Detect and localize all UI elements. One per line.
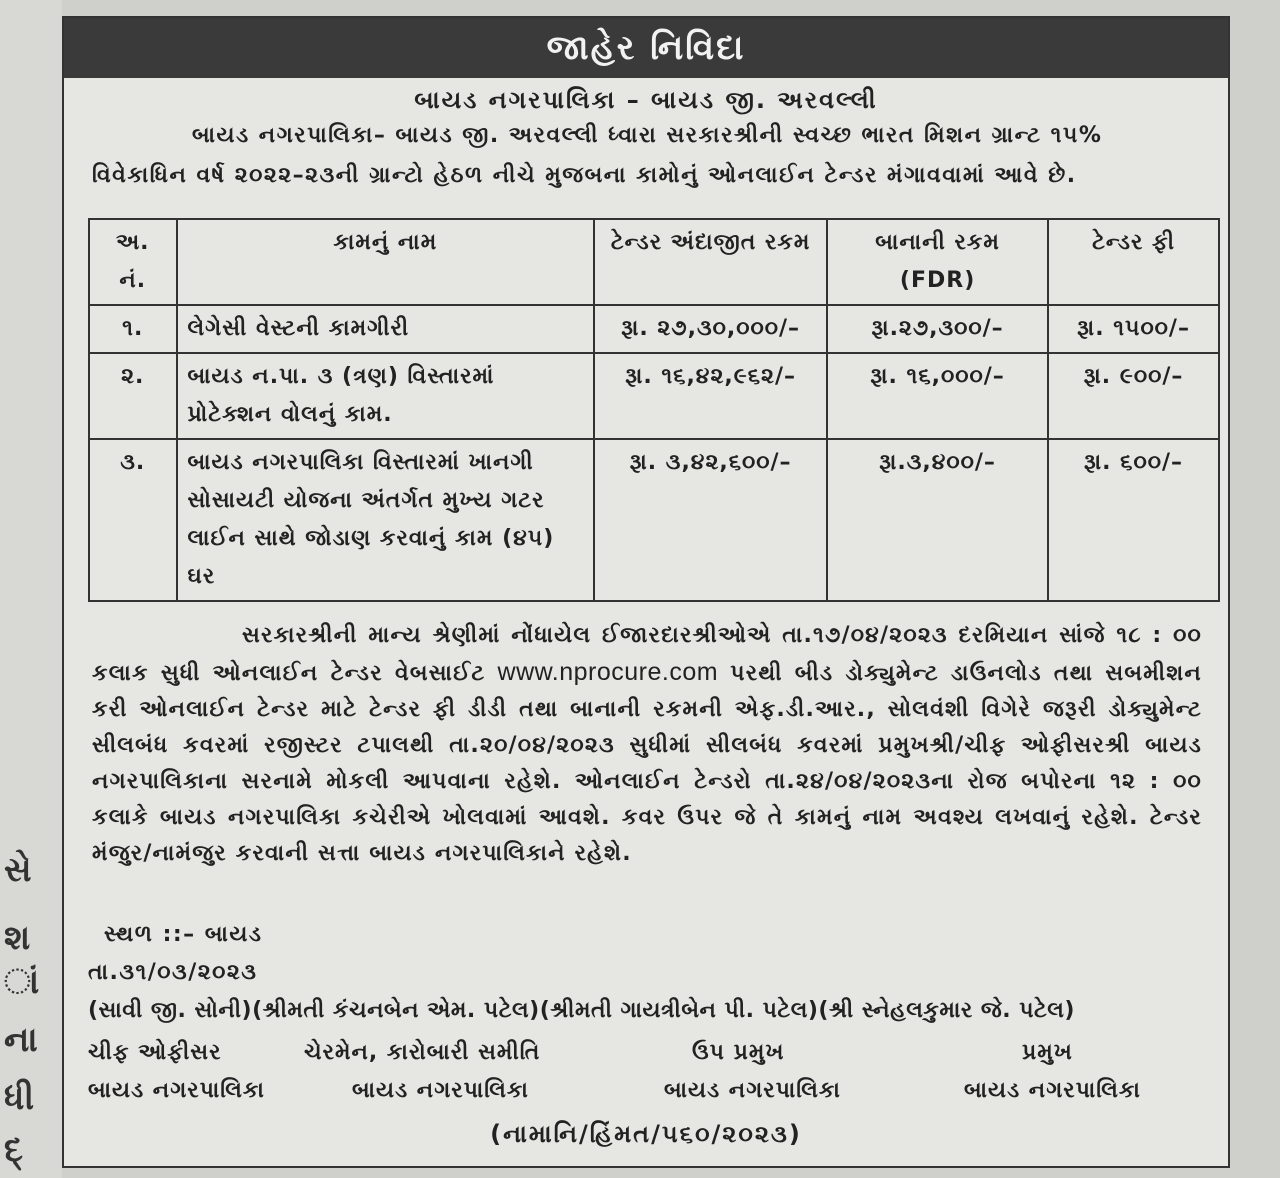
emd-cell: રૂા.૩,૪૦૦/– — [827, 439, 1048, 601]
fee-cell: રૂા. ૧૫૦૦/– — [1048, 305, 1219, 353]
office: બાયડ નગરપાલિકા — [964, 1078, 1141, 1103]
emd-cell: રૂા.૨૭,૩૦૦/– — [827, 305, 1048, 353]
fee-cell: રૂા. ૯૦૦/– — [1048, 353, 1219, 439]
emd-cell: રૂા. ૧૬,૦૦૦/– — [827, 353, 1048, 439]
table-row — [89, 439, 1219, 601]
col-serial-header: અ. નં. — [89, 219, 177, 305]
fragment-text: ાં — [4, 962, 40, 1002]
col-work-name-header: કામનું નામ — [177, 219, 595, 305]
office: બાયડ નગરપાલિકા — [88, 1078, 265, 1103]
estimate-cell: રૂા. ૧૬,૪૨,૯૬૨/– — [594, 353, 827, 439]
estimate-cell: રૂા. ૨૭,૩૦,૦૦૦/– — [594, 305, 827, 353]
designation: ચેરમેન, કારોબારી સમીતિ — [304, 1040, 541, 1065]
instructions-paragraph — [92, 618, 1202, 872]
serial-cell: ૨. — [89, 353, 177, 439]
instructions-text-part1: સરકારશ્રીની માન્ય શ્રેણીમાં નોંધાયેલ ઈજારદારશ્રીઓએ તા.૧૭/૦૪/૨૦૨૩ દરમિયાન સાંજે ૧૮ : ૦૦ કલાક સુધી ઓનલાઈન ટેન્ડર વેબસાઈટ — [92, 623, 1202, 686]
table-header-row — [89, 219, 1219, 305]
fee-cell: રૂા. ૬૦૦/– — [1048, 439, 1219, 601]
col-fee-header: ટેન્ડર ફી — [1048, 219, 1219, 305]
fragment-text: ધી — [4, 1078, 35, 1118]
adjacent-column-fragment — [0, 0, 62, 1178]
work-name-cell: બાયડ ન.પા. ૩ (ત્રણ) વિસ્તારમાં પ્રોટેક્શન વોલનું કામ. — [177, 353, 595, 439]
work-name-cell: લેગેસી વેસ્ટની કામગીરી — [177, 305, 595, 353]
serial-cell: ૧. — [89, 305, 177, 353]
tender-table — [88, 218, 1220, 602]
estimate-cell: રૂા. ૩,૪૨,૬૦૦/– — [594, 439, 827, 601]
signatories-names: (સાવી જી. સોની)(શ્રીમતી કંચનબેન એમ. પટેલ)(શ્રીમતી ગાયત્રીબેન પી. પટેલ)(શ્રી સ્નેહલકુમાર જે. પટેલ) — [88, 998, 1075, 1023]
office: બાયડ નગરપાલિકા — [664, 1078, 841, 1103]
date-line: તા.૩૧/૦૩/૨૦૨૩ — [88, 960, 258, 985]
tender-website-link[interactable]: www.nprocure.com — [497, 658, 719, 686]
tender-notice — [62, 16, 1230, 1168]
place-line: સ્થળ ::– બાયડ — [104, 922, 263, 947]
instructions-text-part2: પરથી બીડ ડોક્યુમેન્ટ ડાઉનલોડ તથા સબમીશન કરી ઓનલાઈન ટેન્ડર માટે ટેન્ડર ફી ડીડી તથા બાનાની રકમની એફ.ડી.આર., સોલવંશી વિગેરે જરૂરી ડોક્યુમેન્ટ સીલબંધ કવરમાં રજીસ્ટર ટપાલથી તા.૨૦/૦૪/૨૦૨૩ સુધીમાં સીલબંધ કવરમાં પ્રમુખશ્રી/ચીફ ઓફીસરશ્રી બાયડ નગરપાલિકાના સરનામે મોકલી આપવાના રહેશે. ઓનલાઈન ટેન્ડરો તા.૨૪/૦૪/૨૦૨૩ના રોજ બપોરના ૧૨ : ૦૦ કલાકે બાયડ નગરપાલિકા કચેરીએ ખોલવામાં આવશે. કવર ઉપર જે તે કામનું નામ અવશ્ય લખવાનું રહેશે. ટેન્ડર મંજુર/નામંજુર કરવાની સત્તા બાયડ નગરપાલિકાને રહેશે. — [92, 661, 1202, 866]
fragment-text: ના — [4, 1020, 38, 1060]
fragment-text: શ — [4, 918, 31, 958]
table-row — [89, 353, 1219, 439]
col-estimate-header: ટેન્ડર અંદાજીત રકમ — [594, 219, 827, 305]
office: બાયડ નગરપાલિકા — [352, 1078, 529, 1103]
serial-cell: ૩. — [89, 439, 177, 601]
organization-line: બાયડ નગરપાલિકા – બાયડ જી. અરવલ્લી — [414, 86, 878, 114]
notice-title: જાહેર નિવિદા — [64, 18, 1228, 78]
col-emd-header: બાનાની રકમ (FDR) — [827, 219, 1048, 305]
fragment-text: સે — [4, 850, 32, 890]
designation: ચીફ ઓફીસર — [88, 1040, 222, 1065]
reference-number: (નામાનિ/હિંમત/૫૬૦/૨૦૨૩) — [490, 1120, 802, 1148]
intro-paragraph: બાયડ નગરપાલિકા– બાયડ જી. અરવલ્લી ધ્વારા સરકારશ્રીની સ્વચ્છ ભારત મિશન ગ્રાન્ટ ૧૫% વિવેકાધિન વર્ષ ૨૦૨૨–૨૩ની ગ્રાન્ટો હેઠળ નીચે મુજબના કામોનું ઓનલાઈન ટેન્ડર મંગાવવામાં આવે છે. — [92, 123, 1103, 188]
table-row — [89, 305, 1219, 353]
work-name-cell: બાયડ નગરપાલિકા વિસ્તારમાં ખાનગી સોસાયટી યોજના અંતર્ગત મુખ્ય ગટર લાઈન સાથે જોડાણ કરવાનું કામ (૪૫) ઘર — [177, 439, 595, 601]
fragment-text: દ્ — [4, 1130, 24, 1170]
designation: પ્રમુખ — [1022, 1040, 1073, 1065]
designation: ઉપ પ્રમુખ — [692, 1040, 785, 1065]
